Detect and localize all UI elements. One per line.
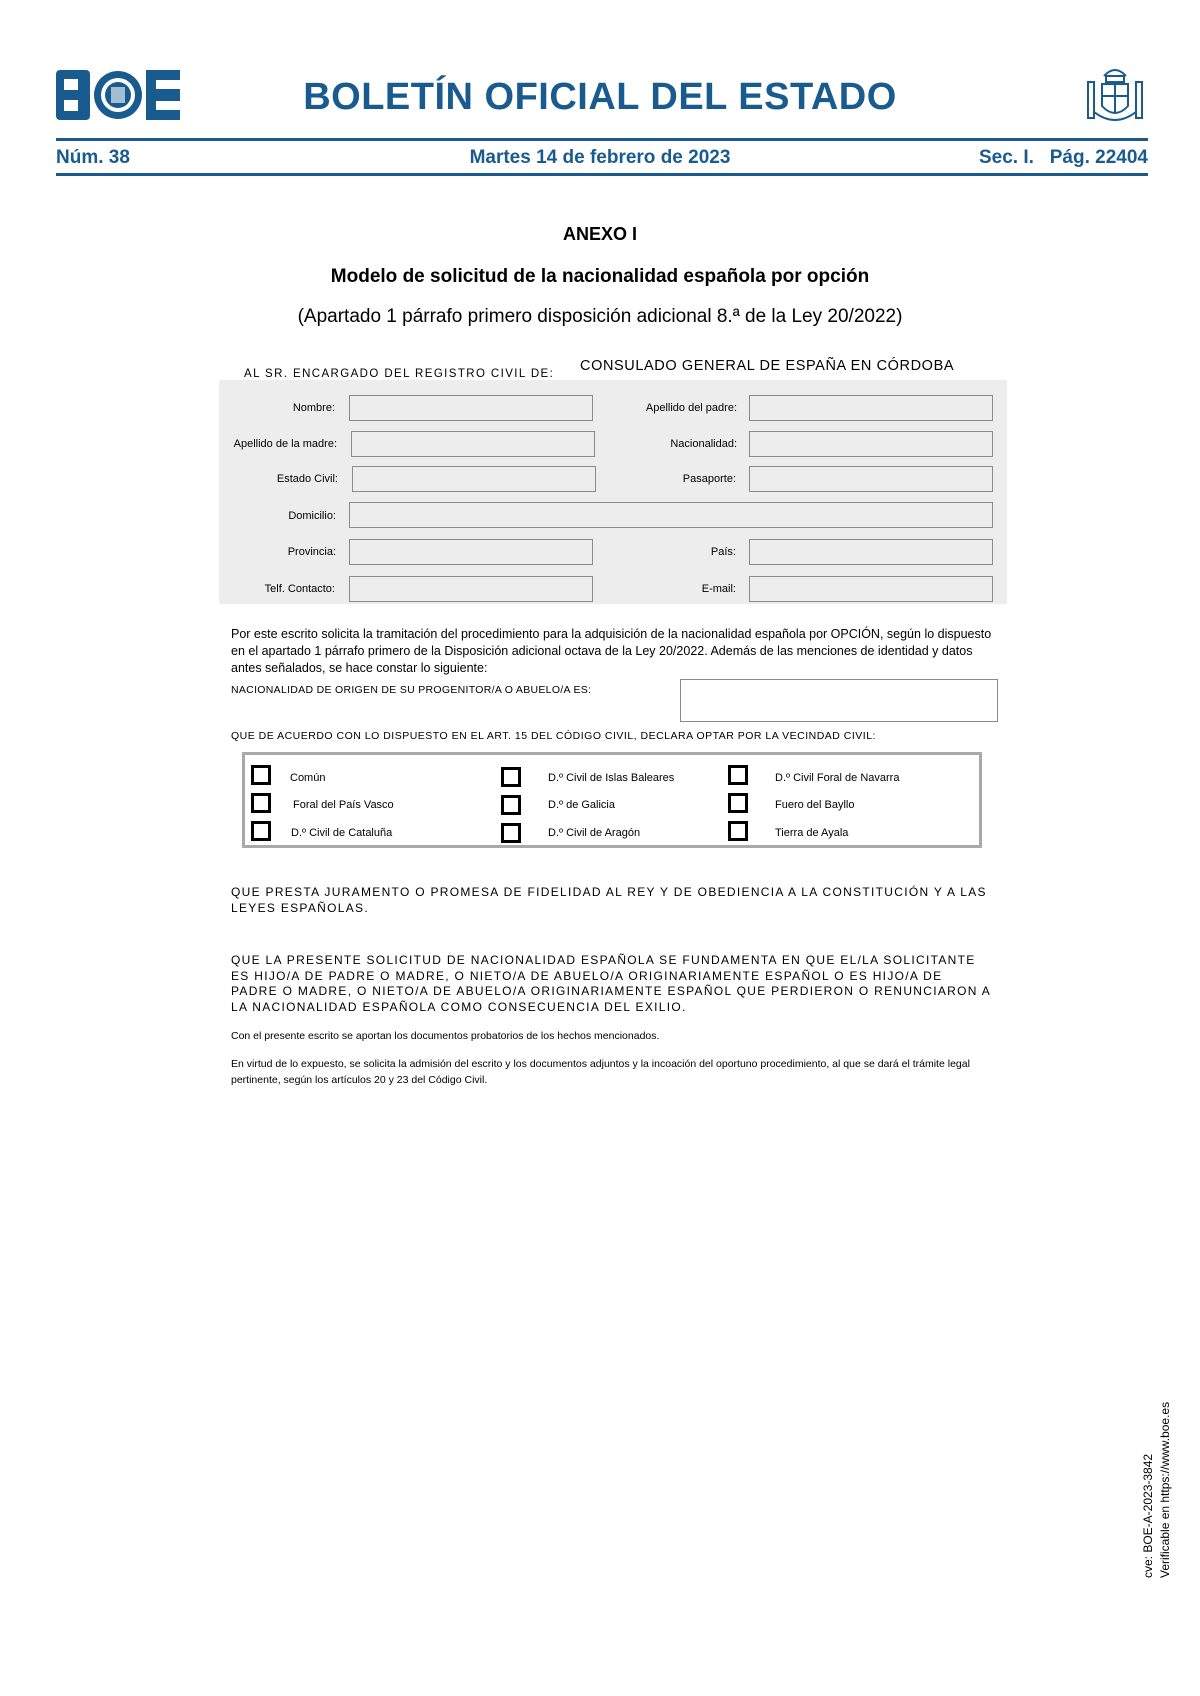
pasaporte-label: Pasaporte: bbox=[682, 473, 736, 485]
cataluna-checkbox[interactable] bbox=[251, 821, 271, 841]
vecindad-options-panel bbox=[242, 752, 982, 848]
comun-label: Común bbox=[290, 772, 326, 784]
oath-statement: QUE PRESTA JURAMENTO O PROMESA DE FIDELIDAD AL REY Y DE OBEDIENCIA A LA CONSTITUCIÓN Y A LAS LEYES ESPAÑOLAS. bbox=[231, 885, 987, 915]
origin-nationality-field[interactable] bbox=[680, 679, 998, 722]
galicia-checkbox[interactable] bbox=[501, 795, 521, 815]
baleares-label: D.º Civil de Islas Baleares bbox=[548, 772, 675, 784]
issue-date: Martes 14 de febrero de 2023 bbox=[469, 147, 731, 168]
pais-label: País: bbox=[710, 546, 736, 558]
bayllo-label: Fuero del Bayllo bbox=[775, 799, 855, 811]
pais-field[interactable] bbox=[749, 539, 993, 565]
boe-logo bbox=[56, 70, 180, 120]
annex-heading: ANEXO I bbox=[562, 224, 637, 244]
nacionalidad-field[interactable] bbox=[749, 431, 993, 457]
aragon-label: D.º Civil de Aragón bbox=[548, 827, 641, 839]
registry-value: CONSULADO GENERAL DE ESPAÑA EN CÓRDOBA bbox=[580, 358, 955, 374]
personal-data-panel bbox=[219, 380, 1007, 604]
section-page: Sec. I. Pág. 22404 bbox=[979, 147, 1148, 168]
header-rule-top bbox=[56, 138, 1148, 141]
document-title: Modelo de solicitud de la nacionalidad española por opción bbox=[330, 266, 870, 287]
navarra-checkbox[interactable] bbox=[728, 765, 748, 785]
issue-number: Núm. 38 bbox=[56, 147, 130, 168]
basis-statement: QUE LA PRESENTE SOLICITUD DE NACIONALIDAD ESPAÑOLA SE FUNDAMENTA EN QUE EL/LA SOLICITANTE ES HIJO/A DE PADRE O MADRE, O NIETO/A DE ABUELO/A ORIGINARIAMENTE ESPAÑOL O ES HIJO/A DE PADRE O MADRE, O NIETO/A DE ABUELO/A ORIGINARIAMENTE ESPAÑOL QUE PERDIERON O RENUNCIARON A LA NACIONALIDAD ESPAÑOLA COMO CONSECUENCIA DEL EXILIO. bbox=[231, 953, 991, 1014]
origin-nationality-label: NACIONALIDAD DE ORIGEN DE SU PROGENITOR/A O ABUELO/A ES: bbox=[231, 684, 592, 696]
comun-checkbox[interactable] bbox=[251, 765, 271, 785]
estado-civil-label: Estado Civil: bbox=[276, 473, 338, 485]
publication-title: BOLETÍN OFICIAL DEL ESTADO bbox=[303, 76, 897, 118]
apellido-padre-label: Apellido del padre: bbox=[645, 402, 737, 414]
provincia-label: Provincia: bbox=[287, 546, 336, 558]
verification-url: Verificable en https://www.boe.es bbox=[1158, 1401, 1172, 1578]
header-rule-bottom bbox=[56, 173, 1148, 176]
registry-label: AL SR. ENCARGADO DEL REGISTRO CIVIL DE: bbox=[244, 368, 555, 380]
cataluna-label: D.º Civil de Cataluña bbox=[291, 827, 393, 839]
cve-code: cve: BOE-A-2023-3842 bbox=[1141, 1453, 1155, 1578]
telefono-field[interactable] bbox=[349, 576, 593, 602]
provincia-field[interactable] bbox=[349, 539, 593, 565]
nombre-label: Nombre: bbox=[292, 402, 335, 414]
coat-of-arms-icon bbox=[1084, 62, 1146, 130]
pais-vasco-checkbox[interactable] bbox=[251, 793, 271, 813]
vecindad-civil-label: QUE DE ACUERDO CON LO DISPUESTO EN EL ART. 15 DEL CÓDIGO CIVIL, DECLARA OPTAR POR LA VECINDAD CIVIL: bbox=[231, 730, 876, 742]
apellido-madre-field[interactable] bbox=[351, 431, 595, 457]
navarra-label: D.º Civil Foral de Navarra bbox=[775, 772, 900, 784]
bayllo-checkbox[interactable] bbox=[728, 793, 748, 813]
nacionalidad-label: Nacionalidad: bbox=[670, 438, 737, 450]
baleares-checkbox[interactable] bbox=[501, 767, 521, 787]
nombre-field[interactable] bbox=[349, 395, 593, 421]
pasaporte-field[interactable] bbox=[749, 466, 993, 492]
apellido-madre-label: Apellido de la madre: bbox=[233, 438, 337, 450]
estado-civil-field[interactable] bbox=[352, 466, 596, 492]
ayala-checkbox[interactable] bbox=[728, 821, 748, 841]
aragon-checkbox[interactable] bbox=[501, 823, 521, 843]
closing-statement: En virtud de lo expuesto, se solicita la admisión del escrito y los documentos adjuntos y la incoación del oportuno procedimiento, al que se dará el trámite legal pertinente, según los artículos 20 y 23 del Código Civil. bbox=[231, 1058, 970, 1086]
apellido-padre-field[interactable] bbox=[749, 395, 993, 421]
galicia-label: D.º de Galicia bbox=[548, 799, 615, 811]
email-field[interactable] bbox=[749, 576, 993, 602]
email-label: E-mail: bbox=[701, 583, 736, 595]
pais-vasco-label: Foral del País Vasco bbox=[293, 799, 394, 811]
document-subtitle: (Apartado 1 párrafo primero disposición adicional 8.ª de la Ley 20/2022) bbox=[297, 306, 903, 327]
ayala-label: Tierra de Ayala bbox=[775, 827, 849, 839]
documents-note: Con el presente escrito se aportan los documentos probatorios de los hechos mencionados. bbox=[231, 1030, 660, 1042]
domicilio-label: Domicilio: bbox=[288, 510, 336, 522]
domicilio-field[interactable] bbox=[349, 502, 993, 528]
request-paragraph: Por este escrito solicita la tramitación del procedimiento para la adquisición de la nacionalidad española por OPCIÓN, según lo dispuesto en el apartado 1 párrafo primero de la Disposición adicional octava de la Ley 20/2022. Además de las menciones de identidad y datos antes señalados, se hace constar lo siguiente: bbox=[231, 627, 992, 675]
telefono-label: Telf. Contacto: bbox=[264, 583, 335, 595]
